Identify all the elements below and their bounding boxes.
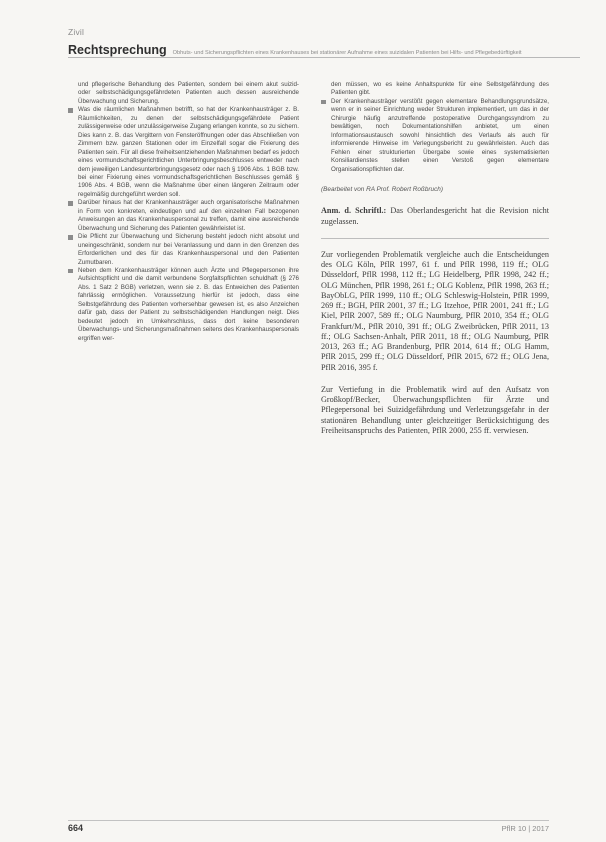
left-bullet-list xyxy=(68,106,299,343)
annotation-label: Anm. d. Schriftl.: xyxy=(321,206,387,216)
bullet-text: Der Krankenhausträger verstößt gegen elementare Behandlungsgrundsätze, wenn er in seiner Einrichtung weder Strukturen implementiert, um das in der Chirurgie häufig anzutreffende postoperative Durchgangssyndrom zu bewältigen, noch Dokumentationshilfen anbietet, um einen Informationsaustausch sowohl hinsichtlich des Verlaufs als auch für informierende Hinweise im Verlegungsbericht zu gewährleisten. Auch das Fehlen einer strukturierten Übergabe sowie eines systematisierten Konsiliardienstes stellen einen Verstoß gegen elementare Organisationspflichten dar. xyxy=(331,97,549,173)
page-subtitle: Obhuts- und Sicherungspflichten eines Krankenhauses bei stationärer Aufnahme eines suizidalen Patienten bei Hilfs- und Pflegebedürftigkeit xyxy=(172,50,522,56)
reference-paragraph: Zur vorliegenden Problematik vergleiche auch die Entscheidungen des OLG Köln, PflR 1997, 61 f. und PflR 1998, 119 ff.; OLG Düsseldorf, PflR 1998, 112 ff.; LG Heidelberg, PflR 1998, 242 ff.; OLG München, PflR 1998, 261 f.; OLG Koblenz, PflR 1998, 263 ff.; BayObLG, PflR 1999, 110 ff.; OLG Schleswig-Holstein, PflR 1999, 269 ff.; BGH, PflR 2001, 37 ff.; LG Itzehoe, PflR 2001, 241 ff.; LG Kiel, PflR 2007, 589 ff.; OLG Naumburg, PflR 2010, 354 ff.; OLG Frankfurt/M., PflR 2010, 391 ff.; OLG Zweibrücken, PflR 2011, 13 ff.; OLG Sachsen-Anhalt, PflR 2011, 18 ff.; OLG Naumburg, PflR 2013, 263 ff.; AG Brandenburg, PflR 2014, 614 ff.; OLG Hamm, PflR 2015, 299 ff.; OLG Düsseldorf, PflR 2015, 672 ff.; OLG Jena, PflR 2016, 395 f. xyxy=(321,249,549,372)
bullet-text: Die Pflicht zur Überwachung und Sicherung besteht jedoch nicht absolut und uneingeschränkt, sondern nur bei Veranlassung und dann in den Grenzen des Erforderlichen und des für das Krankenhauspersonal und den Patienten Zumutbaren. xyxy=(78,233,299,266)
bullet-text: Darüber hinaus hat der Krankenhausträger auch organisatorische Maßnahmen in Form von konkreten, eindeutigen und auf den einzelnen Fall bezogenen Anweisungen an das Krankenhauspersonal zu treffen, damit eine ausreichende Überwachung und Sicherung des Patienten gewährleistet ist. xyxy=(78,199,299,232)
left-intro-paragraph: und pflegerische Behandlung des Patienten, sondern bei einem akut suizid- oder selbstschädigungsgefährdeten Patienten auch dessen ausreichende Überwachung und Sicherung. xyxy=(78,81,299,105)
header-rule xyxy=(68,57,580,58)
editor-note: (Bearbeitet von RA Prof. Robert Roßbruch) xyxy=(321,185,443,193)
section-divider xyxy=(321,238,549,239)
further-reading-paragraph: Zur Vertiefung in die Problematik wird auf den Aufsatz von Großkopf/Becker, Überwachungspflichten für Ärzte und Pflegepersonal bei Suizidgefährdung und Verletzungsgefahr in der stationären Behandlung unter gleichzeitiger Berücksichtigung des Freiheitsanspruchs des Patienten, PflR 2000, 255 ff. verwiesen. xyxy=(321,384,549,435)
reference-block xyxy=(321,250,549,436)
square-bullet-icon xyxy=(68,108,73,113)
bullet-item xyxy=(321,98,549,174)
page-number: 664 xyxy=(68,823,84,833)
page-title: Rechtsprechung xyxy=(68,43,167,57)
bullet-text: Neben dem Krankenhausträger können auch Ärzte und Pflegepersonen ihre Aufsichtspflicht und die damit verbundene Sorgfaltspflichten schuldhaft (§ 276 Abs. 1 Satz 2 BGB) verletzen, wenn sie z. B. das Entweichen des Patienten fahrlässig ermöglichen. Voraussetzung hierfür ist jedoch, dass eine Selbstgefährdung des Patienten vorhersehbar gewesen ist, es also Anzeichen dafür gab, dass der Patient zu selbstschädigenden Handlungen neigt. Dies bedeutet jedoch im Umkehrschluss, dass dort keine besonderen Überwachungs- und Sicherungsmaßnahmen seitens des Krankenhauspersonals ergriffen wer- xyxy=(78,266,299,342)
section-label: Zivil xyxy=(68,27,85,37)
journal-reference: PflR 10 | 2017 xyxy=(501,824,549,833)
bullet-item xyxy=(68,233,299,267)
right-continuation-paragraph: den müssen, wo es keine Anhaltspunkte für eine Selbstgefährdung des Patienten gibt. xyxy=(331,81,549,97)
bullet-item xyxy=(68,106,299,199)
bullet-text: Was die räumlichen Maßnahmen betrifft, so hat der Krankenhausträger z. B. Räumlichkeiten, zu denen der selbstschädigungsgefährdete Patient zulässigerweise oder unzulässigerweise Zugang erlangen konnte, so zu sichern. Dies kann z. B. das Vergittern von Fensteröffnungen oder das Abschließen von Zimmern bzw. ganzen Stationen oder im Einzelfall sogar die Fixierung des Patienten sein. Für all diese freiheitsentziehenden Maßnahmen bedarf es jedoch eines vormundschaftsgerichtlichen Unterbringungsbeschlusses entweder nach dem jeweiligen Landesunterbringungsgesetz oder nach § 1906 Abs. 1 BGB bzw. bei einer Fixierung eines vormundschaftsgerichtlichen Beschlusses gemäß § 1906 Abs. 4 BGB, wenn die Maßnahme über einen längeren Zeitraum oder regelmäßig durchgeführt werden soll. xyxy=(78,106,299,198)
bullet-item xyxy=(68,199,299,233)
right-bullet-list xyxy=(321,98,549,174)
square-bullet-icon xyxy=(68,201,73,206)
footer-rule xyxy=(68,820,549,821)
right-column xyxy=(321,81,549,436)
bullet-item xyxy=(68,267,299,343)
square-bullet-icon xyxy=(68,269,73,274)
square-bullet-icon xyxy=(68,235,73,240)
annotation xyxy=(321,206,549,227)
square-bullet-icon xyxy=(321,100,326,105)
left-column xyxy=(68,81,299,343)
annotation-text: Das Oberlandesgericht hat die Revision nicht zugelassen. xyxy=(321,206,549,226)
